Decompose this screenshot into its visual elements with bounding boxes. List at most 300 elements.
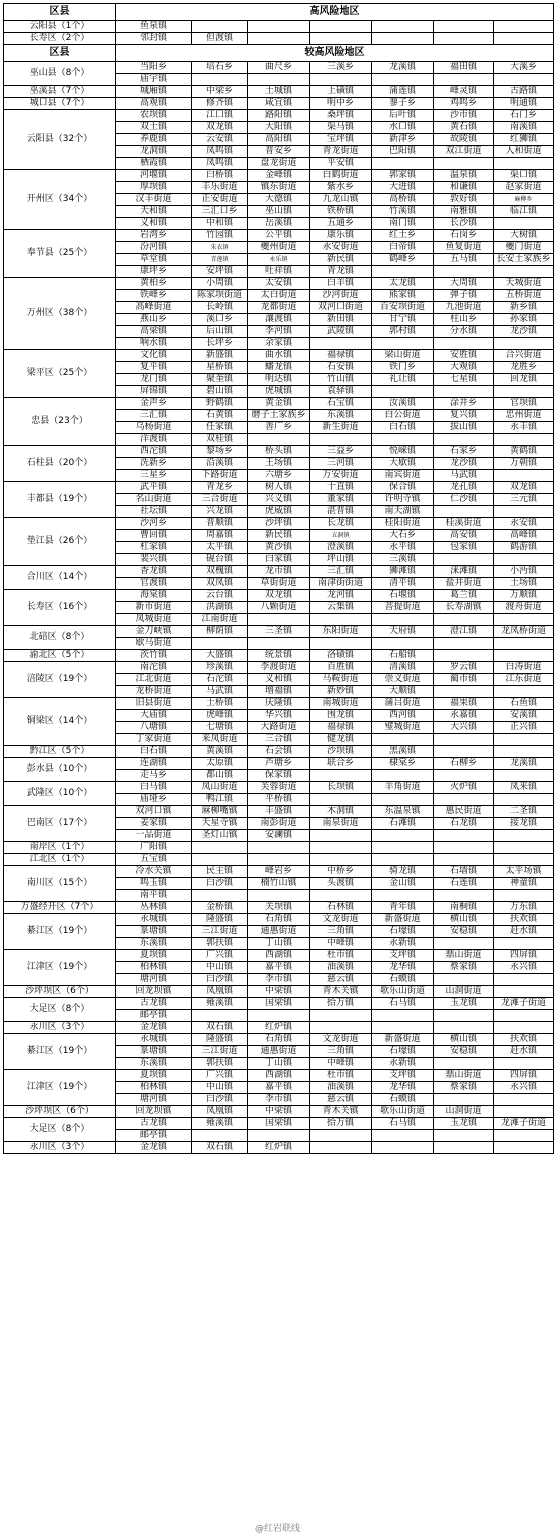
town-cell: 惠民街道: [434, 806, 494, 818]
town-cell: 百胜镇: [310, 662, 372, 674]
town-cell: [434, 794, 494, 806]
town-cell: 龙沙镇: [494, 326, 554, 338]
town-cell: 虎威镇: [248, 506, 310, 518]
town-cell: 白鹤街道: [310, 170, 372, 182]
district-cell: 永川区（3个）: [4, 1142, 116, 1154]
town-cell: 新盛街道: [372, 914, 434, 926]
district-cell: 大足区（8个）: [4, 1118, 116, 1142]
town-cell: 南雅镇: [434, 206, 494, 218]
town-cell: 李河镇: [248, 326, 310, 338]
table-header-row: [4, 45, 554, 62]
district-cell: 巫山县（8个）: [4, 62, 116, 86]
table-header-row: [4, 4, 554, 21]
town-cell: 安澜镇: [248, 830, 310, 842]
town-cell: 拾万镇: [310, 998, 372, 1010]
town-cell: 龙华镇: [372, 962, 434, 974]
town-cell: 曲尺乡: [248, 62, 310, 74]
town-cell: 龙华镇: [372, 1082, 434, 1094]
district-cell: 垫江县（26个）: [4, 518, 116, 566]
town-cell: [434, 746, 494, 758]
town-cell: 石滩镇: [372, 818, 434, 830]
town-cell: 溪口乡: [192, 314, 248, 326]
town-cell: 修齐镇: [192, 98, 248, 110]
town-cell: 接龙镇: [494, 818, 554, 830]
town-cell: 双槐镇: [192, 566, 248, 578]
district-cell: 奉节县（25个）: [4, 230, 116, 278]
town-cell: 通惠街道: [248, 1046, 310, 1058]
town-cell: 白家镇: [248, 554, 310, 566]
town-cell: [248, 434, 310, 446]
town-cell: 羊角街道: [372, 782, 434, 794]
town-cell: 仁沙镇: [434, 494, 494, 506]
town-cell: 弹子镇: [434, 290, 494, 302]
town-cell: [494, 434, 554, 446]
table-row: [4, 626, 554, 638]
town-cell: 文龙街道: [310, 1034, 372, 1046]
town-cell: 合兴街道: [494, 350, 554, 362]
town-cell: 邮亭镇: [116, 1130, 192, 1142]
town-cell: 文化镇: [116, 350, 192, 362]
town-cell: 七星镇: [434, 374, 494, 386]
town-cell: [494, 650, 554, 662]
town-cell: 高峰街道: [116, 302, 192, 314]
town-cell: 沙坝镇: [310, 746, 372, 758]
town-cell: 涞滩镇: [434, 566, 494, 578]
town-cell: 太白街道: [248, 290, 310, 302]
town-cell: [494, 33, 554, 45]
town-cell: 小沔镇: [494, 566, 554, 578]
town-cell: 新津乡: [372, 134, 434, 146]
town-cell: 双龙镇: [192, 122, 248, 134]
town-cell: 云台镇: [192, 590, 248, 602]
town-cell: [248, 638, 310, 650]
town-cell: 石马镇: [372, 998, 434, 1010]
town-cell: 燕山乡: [116, 314, 192, 326]
town-cell: 麻柳乡: [494, 194, 554, 206]
town-cell: 走马乡: [116, 770, 192, 782]
town-cell: 三河镇: [310, 458, 372, 470]
town-cell: 芙蓉街道: [248, 782, 310, 794]
town-cell: [310, 794, 372, 806]
town-cell: [310, 614, 372, 626]
town-cell: [434, 938, 494, 950]
town-cell: 龙滩子街道: [494, 998, 554, 1010]
town-cell: 马武镇: [192, 686, 248, 698]
district-cell: 江津区（19个）: [4, 950, 116, 986]
town-cell: 嘉平镇: [248, 1082, 310, 1094]
town-cell: [494, 506, 554, 518]
town-cell: 万东镇: [494, 902, 554, 914]
town-cell: 梁山街道: [372, 350, 434, 362]
town-cell: 黄石镇: [434, 122, 494, 134]
town-cell: 沙坪镇: [248, 518, 310, 530]
town-cell: 龙沙镇: [434, 458, 494, 470]
table-row: [4, 21, 554, 33]
town-cell: [372, 854, 434, 866]
town-cell: 盘龙街道: [248, 158, 310, 170]
town-cell: 土场镇: [494, 578, 554, 590]
table-row: [4, 1034, 554, 1046]
town-cell: 凤凰镇: [192, 1106, 248, 1118]
town-cell: [494, 686, 554, 698]
town-cell: 四屏镇: [494, 950, 554, 962]
town-cell: [372, 21, 434, 33]
town-cell: 国梁镇: [248, 998, 310, 1010]
town-cell: 扶欢镇: [494, 1034, 554, 1046]
town-cell: [192, 1010, 248, 1022]
town-cell: 慈云镇: [310, 1094, 372, 1106]
town-cell: 白沙镇: [192, 878, 248, 890]
town-cell: 龙洞镇: [116, 146, 192, 158]
town-cell: 凤山街道: [192, 782, 248, 794]
table-row: [4, 1142, 554, 1154]
town-cell: 农坝镇: [116, 110, 192, 122]
town-cell: 中和镇: [192, 218, 248, 230]
town-cell: 长沙镇: [434, 218, 494, 230]
district-cell: 北碚区（8个）: [4, 626, 116, 650]
town-cell: 武陵镇: [310, 326, 372, 338]
town-cell: 璧城街道: [372, 722, 434, 734]
town-cell: [434, 1022, 494, 1034]
town-cell: 石角镇: [248, 1034, 310, 1046]
town-cell: 铁峰乡: [116, 290, 192, 302]
town-cell: 河堰镇: [116, 170, 192, 182]
header-district: 区县: [4, 4, 116, 21]
town-cell: 安稳镇: [434, 926, 494, 938]
town-cell: [434, 830, 494, 842]
town-cell: 旧县街道: [116, 698, 192, 710]
town-cell: 丁山镇: [248, 938, 310, 950]
table-row: [4, 1118, 554, 1130]
town-cell: 三合街道: [192, 494, 248, 506]
town-cell: 大溪乡: [494, 62, 554, 74]
town-cell: 洛碛镇: [310, 650, 372, 662]
town-cell: [494, 1130, 554, 1142]
town-cell: [434, 854, 494, 866]
town-cell: [494, 266, 554, 278]
town-cell: 赶水镇: [494, 926, 554, 938]
town-cell: [434, 770, 494, 782]
town-cell: 白沙镇: [192, 974, 248, 986]
town-cell: 中山镇: [192, 962, 248, 974]
district-cell: 南川区（15个）: [4, 866, 116, 902]
town-cell: [434, 266, 494, 278]
town-cell: 四屏镇: [494, 1070, 554, 1082]
town-cell: [494, 974, 554, 986]
town-cell: 丰乐街道: [192, 182, 248, 194]
town-cell: 雍溪镇: [192, 1118, 248, 1130]
town-cell: [434, 1142, 494, 1154]
town-cell: [434, 554, 494, 566]
town-cell: 白羊镇: [310, 278, 372, 290]
town-cell: [248, 842, 310, 854]
town-cell: 广兴镇: [192, 950, 248, 962]
town-cell: 下路街道: [192, 470, 248, 482]
town-cell: 白沙镇: [192, 1094, 248, 1106]
table-row: [4, 998, 554, 1010]
town-cell: 江口镇: [192, 110, 248, 122]
district-cell: 丰都县（19个）: [4, 482, 116, 518]
table-row: [4, 1022, 554, 1034]
town-cell: 石林镇: [310, 902, 372, 914]
town-cell: 塘河镇: [116, 1094, 192, 1106]
town-cell: 石蟆镇: [372, 1094, 434, 1106]
town-cell: 三角镇: [310, 926, 372, 938]
town-cell: 聚奎镇: [192, 374, 248, 386]
town-cell: 一品街道: [116, 830, 192, 842]
town-cell: 郭扶镇: [192, 938, 248, 950]
town-cell: [494, 1142, 554, 1154]
town-cell: 支坪镇: [372, 950, 434, 962]
town-cell: 杜市镇: [310, 1070, 372, 1082]
town-cell: 陈家坝街道: [192, 290, 248, 302]
town-cell: 围龙镇: [310, 710, 372, 722]
town-cell: 黄金镇: [248, 398, 310, 410]
town-cell: 永丰镇: [494, 422, 554, 434]
town-cell: 巴阳镇: [372, 146, 434, 158]
town-cell: 沿溪镇: [192, 458, 248, 470]
district-cell: 万州区（38个）: [4, 278, 116, 350]
town-cell: 路阳镇: [248, 110, 310, 122]
town-cell: 太原镇: [192, 758, 248, 770]
town-cell: 南天湖镇: [372, 506, 434, 518]
town-cell: 青龙乡: [192, 482, 248, 494]
town-cell: 安坪镇: [192, 266, 248, 278]
town-cell: 大庙镇: [116, 710, 192, 722]
watermark-text: @红岩联线: [255, 1524, 301, 1534]
table-row: [4, 1070, 554, 1082]
town-cell: 扶欢镇: [494, 914, 554, 926]
town-cell: 中梁镇: [248, 986, 310, 998]
town-cell: 金峰镇: [248, 170, 310, 182]
town-cell: 龙桥街道: [116, 686, 192, 698]
table-row: [4, 986, 554, 998]
town-cell: 凤来镇: [494, 782, 554, 794]
town-cell: 龙胜乡: [494, 362, 554, 374]
town-cell: 民主镇: [192, 866, 248, 878]
town-cell: 古龙镇: [116, 1118, 192, 1130]
town-cell: 蒲吕街道: [372, 698, 434, 710]
town-cell: 双凤镇: [192, 578, 248, 590]
town-cell: 公平镇: [248, 230, 310, 242]
town-cell: [310, 1142, 372, 1154]
town-cell: 官坝镇: [494, 398, 554, 410]
town-cell: [310, 1130, 372, 1142]
town-cell: [248, 614, 310, 626]
town-cell: 湛普镇: [310, 506, 372, 518]
town-cell: 虎城镇: [248, 386, 310, 398]
table-row: [4, 566, 554, 578]
town-cell: 塘河镇: [116, 974, 192, 986]
town-cell: 官渡镇: [116, 578, 192, 590]
town-cell: [248, 890, 310, 902]
town-cell: 礼让镇: [372, 374, 434, 386]
town-cell: [434, 1010, 494, 1022]
town-cell: 高桥镇: [372, 194, 434, 206]
district-cell: 南岸区（1个）: [4, 842, 116, 854]
district-cell: 长寿区（2个）: [4, 33, 116, 45]
town-cell: 熊家镇: [372, 290, 434, 302]
town-cell: 桑坪镇: [310, 110, 372, 122]
town-cell: 丛林镇: [116, 902, 192, 914]
town-cell: 兴龙镇: [192, 506, 248, 518]
town-cell: 大路街道: [248, 722, 310, 734]
town-cell: [434, 158, 494, 170]
town-cell: [494, 1058, 554, 1070]
town-cell: 巫山镇: [248, 206, 310, 218]
town-cell: 中梁乡: [192, 86, 248, 98]
town-cell: 石黄镇: [192, 410, 248, 422]
town-cell: [494, 842, 554, 854]
town-cell: 石家乡: [434, 446, 494, 458]
town-cell: [192, 842, 248, 854]
town-cell: 三益乡: [310, 446, 372, 458]
town-cell: 五宝镇: [116, 854, 192, 866]
table-row: [4, 758, 554, 770]
district-cell: 彭水县（10个）: [4, 758, 116, 782]
town-cell: 永安镇: [494, 518, 554, 530]
town-cell: 姜家镇: [116, 818, 192, 830]
town-cell: 火炉镇: [434, 782, 494, 794]
town-cell: 白公街道: [372, 410, 434, 422]
town-cell: [372, 1022, 434, 1034]
town-cell: 岳溪镇: [248, 218, 310, 230]
town-cell: 石壕镇: [372, 926, 434, 938]
town-cell: 拔山镇: [434, 422, 494, 434]
town-cell: 永安街道: [310, 242, 372, 254]
town-cell: 普顺镇: [192, 518, 248, 530]
town-cell: 罗云镇: [434, 662, 494, 674]
town-cell: 玉龙镇: [434, 998, 494, 1010]
town-cell: [310, 434, 372, 446]
town-cell: 庙宇镇: [116, 74, 192, 86]
town-cell: 后叶镇: [372, 110, 434, 122]
town-cell: 大盛镇: [192, 650, 248, 662]
town-cell: 八塘镇: [116, 722, 192, 734]
table-row: [4, 950, 554, 962]
town-cell: 国梁镇: [248, 1118, 310, 1130]
town-cell: [192, 638, 248, 650]
town-cell: 石宝镇: [310, 398, 372, 410]
district-cell: 渝北区（5个）: [4, 650, 116, 662]
town-cell: 养鹿镇: [116, 134, 192, 146]
town-cell: 善广乡: [248, 422, 310, 434]
town-cell: 红土乡: [372, 230, 434, 242]
town-cell: [310, 890, 372, 902]
district-cell: 梁平区（25个）: [4, 350, 116, 398]
town-cell: 红炉镇: [248, 1022, 310, 1034]
town-cell: 大阳镇: [248, 122, 310, 134]
town-cell: 珍溪镇: [192, 662, 248, 674]
town-cell: 双江街道: [434, 146, 494, 158]
town-cell: 白涛街道: [494, 662, 554, 674]
town-cell: [434, 842, 494, 854]
town-cell: [248, 21, 310, 33]
district-cell: 万盛经开区（7个）: [4, 902, 116, 914]
town-cell: 中梁镇: [248, 1106, 310, 1118]
town-cell: [372, 890, 434, 902]
town-cell: 竹溪镇: [372, 206, 434, 218]
town-cell: 西湖镇: [248, 950, 310, 962]
town-cell: 紫水乡: [310, 182, 372, 194]
town-cell: [310, 1022, 372, 1034]
town-cell: 温泉镇: [434, 170, 494, 182]
town-cell: 李市镇: [248, 1094, 310, 1106]
district-cell: 石柱县（20个）: [4, 446, 116, 482]
town-cell: 鸣玉镇: [116, 878, 192, 890]
town-cell: 长坝镇: [310, 782, 372, 794]
town-cell: 三溪镇: [372, 554, 434, 566]
town-cell: 冷水关镇: [116, 866, 192, 878]
town-cell: 庆隆镇: [248, 698, 310, 710]
town-cell: 汾河镇: [116, 242, 192, 254]
town-cell: 高峰镇: [494, 530, 554, 542]
town-cell: 栖霞镇: [116, 158, 192, 170]
district-cell: 沙坪坝区（6个）: [4, 1106, 116, 1118]
town-cell: 名山街道: [116, 494, 192, 506]
town-cell: 山洞街道: [434, 986, 494, 998]
town-cell: 咸宜镇: [248, 98, 310, 110]
town-cell: 永新镇: [372, 1058, 434, 1070]
town-cell: 青年镇: [372, 902, 434, 914]
town-cell: [310, 21, 372, 33]
town-cell: 杠家镇: [116, 542, 192, 554]
header-district: 区县: [4, 45, 116, 62]
town-cell: 增福镇: [248, 686, 310, 698]
town-cell: 江北街道: [116, 674, 192, 686]
town-cell: 安稳镇: [434, 1046, 494, 1058]
district-cell: 云阳县（32个）: [4, 110, 116, 170]
town-cell: 高安镇: [434, 530, 494, 542]
town-cell: 长龙镇: [310, 518, 372, 530]
town-cell: 东阳街道: [310, 626, 372, 638]
town-cell: [372, 794, 434, 806]
town-cell: 洋渡镇: [116, 434, 192, 446]
town-cell: 桂溪街道: [434, 518, 494, 530]
town-cell: 八颗街道: [248, 602, 310, 614]
town-cell: 洪湖镇: [192, 602, 248, 614]
town-cell: 李市镇: [248, 974, 310, 986]
town-cell: 野鹤镇: [192, 398, 248, 410]
town-cell: 黄沙镇: [248, 542, 310, 554]
town-cell: 董家镇: [310, 494, 372, 506]
town-cell: 石墙镇: [434, 866, 494, 878]
town-cell: 和谦镇: [434, 182, 494, 194]
district-cell: 巴南区（17个）: [4, 806, 116, 842]
table-row: [4, 350, 554, 362]
town-cell: [192, 890, 248, 902]
town-cell: 白石镇: [116, 746, 192, 758]
town-cell: 大观镇: [434, 362, 494, 374]
town-cell: 福禄镇: [310, 350, 372, 362]
town-cell: 土城镇: [248, 86, 310, 98]
town-cell: 新民镇: [310, 254, 372, 266]
town-cell: 赶水镇: [494, 1046, 554, 1058]
town-cell: 郭家镇: [372, 170, 434, 182]
town-cell: 普安乡: [248, 146, 310, 158]
town-cell: 土桥镇: [192, 698, 248, 710]
table-row: [4, 33, 554, 45]
town-cell: 碧山镇: [192, 386, 248, 398]
town-cell: 复平镇: [116, 362, 192, 374]
town-cell: [494, 386, 554, 398]
town-cell: 双石镇: [192, 1142, 248, 1154]
town-cell: 丁家街道: [116, 734, 192, 746]
town-cell: [310, 842, 372, 854]
town-cell: 青木关镇: [310, 986, 372, 998]
town-cell: 宝坪镇: [310, 134, 372, 146]
town-cell: 澄江镇: [434, 626, 494, 638]
